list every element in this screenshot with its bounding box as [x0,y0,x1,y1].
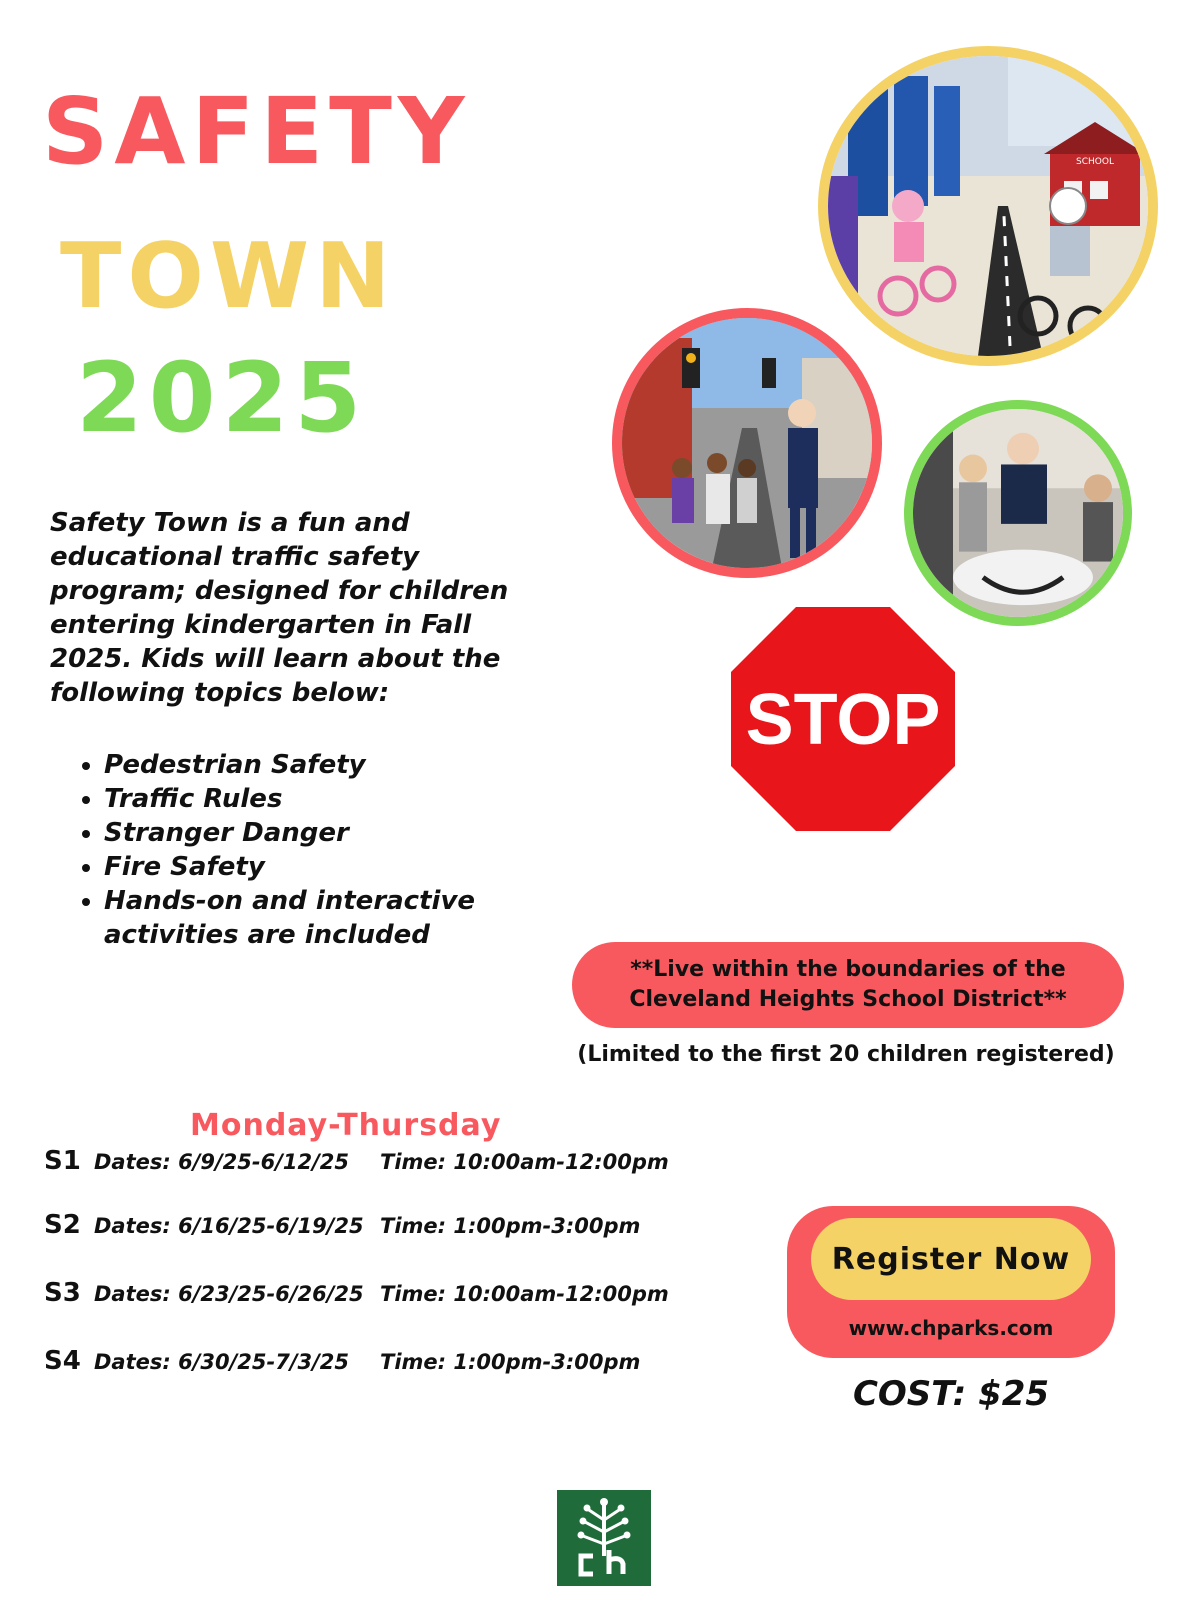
title-line-year: 2025 [76,342,368,454]
session-dates: Dates: 6/30/25-7/3/25 [94,1350,349,1374]
website-link[interactable]: www.chparks.com [848,1316,1054,1340]
eligibility-line-1: **Live within the boundaries of the [630,957,1066,982]
title-line-safety: SAFETY [42,78,471,185]
session-dates: Dates: 6/9/25-6/12/25 [94,1150,349,1174]
firefighter-with-kids-photo [904,400,1132,626]
stop-sign-label: STOP [745,680,941,760]
list-item: • Hands-on and interactive activities are included [104,884,544,952]
crossing-guard-photo [612,308,882,578]
school-sign-text: SCHOOL [1076,157,1114,167]
list-item: • Pedestrian Safety [104,748,544,782]
session-time: Time: 10:00am-12:00pm [380,1150,669,1174]
session-code: S3 [44,1278,81,1308]
registration-limit-note: (Limited to the first 20 children registered) [577,1042,1115,1067]
tree-logo-icon [557,1490,651,1586]
list-item: • Fire Safety [104,850,544,884]
session-time: Time: 1:00pm-3:00pm [380,1350,641,1374]
session-dates: Dates: 6/23/25-6/26/25 [94,1282,364,1306]
register-panel [787,1206,1115,1358]
stop-sign [722,598,964,840]
eligibility-line-2: Cleveland Heights School District** [629,987,1067,1012]
session-row-s3 [44,1278,669,1318]
cost-label: COST: $25 [852,1374,1050,1414]
session-row-s2 [44,1210,640,1250]
session-row-s4 [44,1346,640,1386]
list-item: • Stranger Danger [104,816,544,850]
session-code: S2 [44,1210,81,1240]
schedule-days-heading: Monday-Thursday [190,1108,502,1143]
session-row-s1 [44,1146,669,1186]
register-now-button[interactable]: Register Now [811,1218,1091,1300]
session-time: Time: 1:00pm-3:00pm [380,1214,641,1238]
session-code: S4 [44,1346,81,1376]
parks-logo [557,1490,651,1586]
kids-riding-bikes-photo [818,46,1158,366]
session-code: S1 [44,1146,81,1176]
topics-list [76,748,544,952]
list-item: • Traffic Rules [104,782,544,816]
session-dates: Dates: 6/16/25-6/19/25 [94,1214,364,1238]
intro-paragraph: Safety Town is a fun and educational traffic safety program; designed for children entering kindergarten in Fall 2025. Kids will learn about the following topics below: [50,508,509,708]
eligibility-banner [572,942,1124,1028]
title-line-town: TOWN [60,224,397,329]
session-time: Time: 10:00am-12:00pm [380,1282,669,1306]
